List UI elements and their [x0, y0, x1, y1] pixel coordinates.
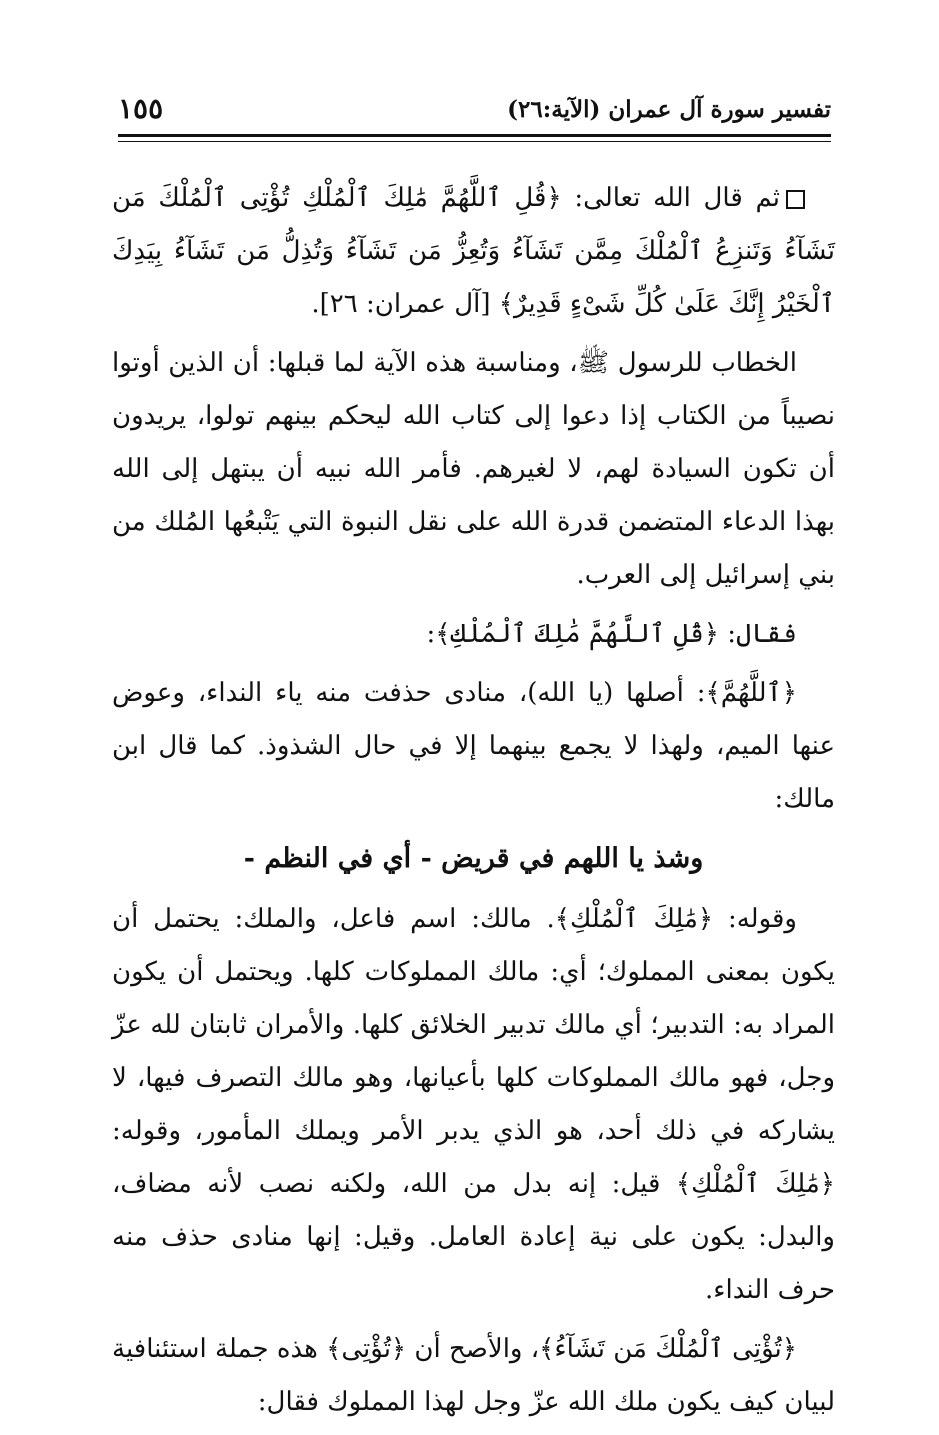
paragraph-tutil-mulk: ﴿تُؤْتِى ٱلْمُلْكَ مَن تَشَآءُ﴾، والأصح أن ﴿تُؤْتِى﴾ هذه جملة استئنافية لبيان كيف يكون ملك الله عزّ وجل لهذا المملوك فقال:: [112, 1334, 835, 1417]
running-title: تفسير سورة آل عمران (الآية:٢٦): [507, 96, 831, 123]
paragraph-context: الخطاب للرسول ﷺ، ومناسبة هذه الآية لما قبلها: أن الذين أوتوا نصيباً من الكتاب إذا دعوا إلى كتاب الله ليحكم بينهم تولوا، يريدون أن تكون السيادة لهم، لا لغيرهم. فأمر الله نبيه أن يبتهل إلى الله بهذا الدعاء المتضمن قدرة الله على نقل النبوة التي يَتْبعُها المُلك من بني إسرائيل إلى العرب.: [112, 348, 835, 590]
page-number: ١٥٥: [118, 92, 164, 125]
paragraph-malik-al-mulk: وقوله: ﴿مَٰلِكَ ٱلْمُلْكِ﴾. مالك: اسم فاعل، والملك: يحتمل أن يكون بمعنى المملوك؛ أي: مالك المملوكات كلها. ويحتمل أن يكون المراد به: التدبير؛ أي مالك تدبير الخلائق كلها. والأمران ثابتان لله عزّ وجل، فهو مالك المملوكات كلها بأعيانها، وهو مالك التصرف فيها، لا يشاركه في ذلك أحد، هو الذي يدبر الأمر ويملك المأمور، وقوله: ﴿مَٰلِكَ ٱلْمُلْكِ﴾ قيل: إنه بدل من الله، ولكنه نصب لأنه مضاف، والبدل: يكون على نية إعادة العامل. وقيل: إنها منادى حذف منه حرف النداء.: [112, 904, 835, 1305]
header-rule-thin: [118, 141, 831, 142]
paragraph-allahumma: ﴿ٱللَّهُمَّ﴾: أصلها (يا الله)، منادى حذفت منه ياء النداء، وعوض عنها الميم، ولهذا لا يجمع بينهما إلا في حال الشذوذ. كما قال ابن مالك:: [112, 678, 835, 814]
page-body: [112, 172, 835, 1435]
header-rule-thick: [118, 134, 831, 137]
paragraph-verse-intro: [112, 172, 835, 331]
poetry-line: وشذ يا اللهم في قريض - أي في النظم -: [243, 843, 704, 874]
paragraph-qul: فقال: ﴿قُلِ ٱللَّهُمَّ مَٰلِكَ ٱلْمُلْكِ﴾:: [426, 619, 797, 649]
paragraph-text: ثم قال الله تعالى: ﴿قُلِ ٱللَّهُمَّ مَٰلِكَ ٱلْمُلْكِ تُؤْتِى ٱلْمُلْكَ مَن تَشَآءُ وَتَنزِعُ ٱلْمُلْكَ مِمَّن تَشَآءُ وَتُعِزُّ مَن تَشَآءُ وَتُذِلُّ مَن تَشَآءُ بِيَدِكَ ٱلْخَيْرُ إِنَّكَ عَلَىٰ كُلِّ شَىْءٍ قَدِيرٌ﴾ [آل عمران: ٢٦].: [112, 183, 835, 319]
page-header: [118, 92, 831, 132]
square-bullet-icon: [786, 190, 805, 209]
